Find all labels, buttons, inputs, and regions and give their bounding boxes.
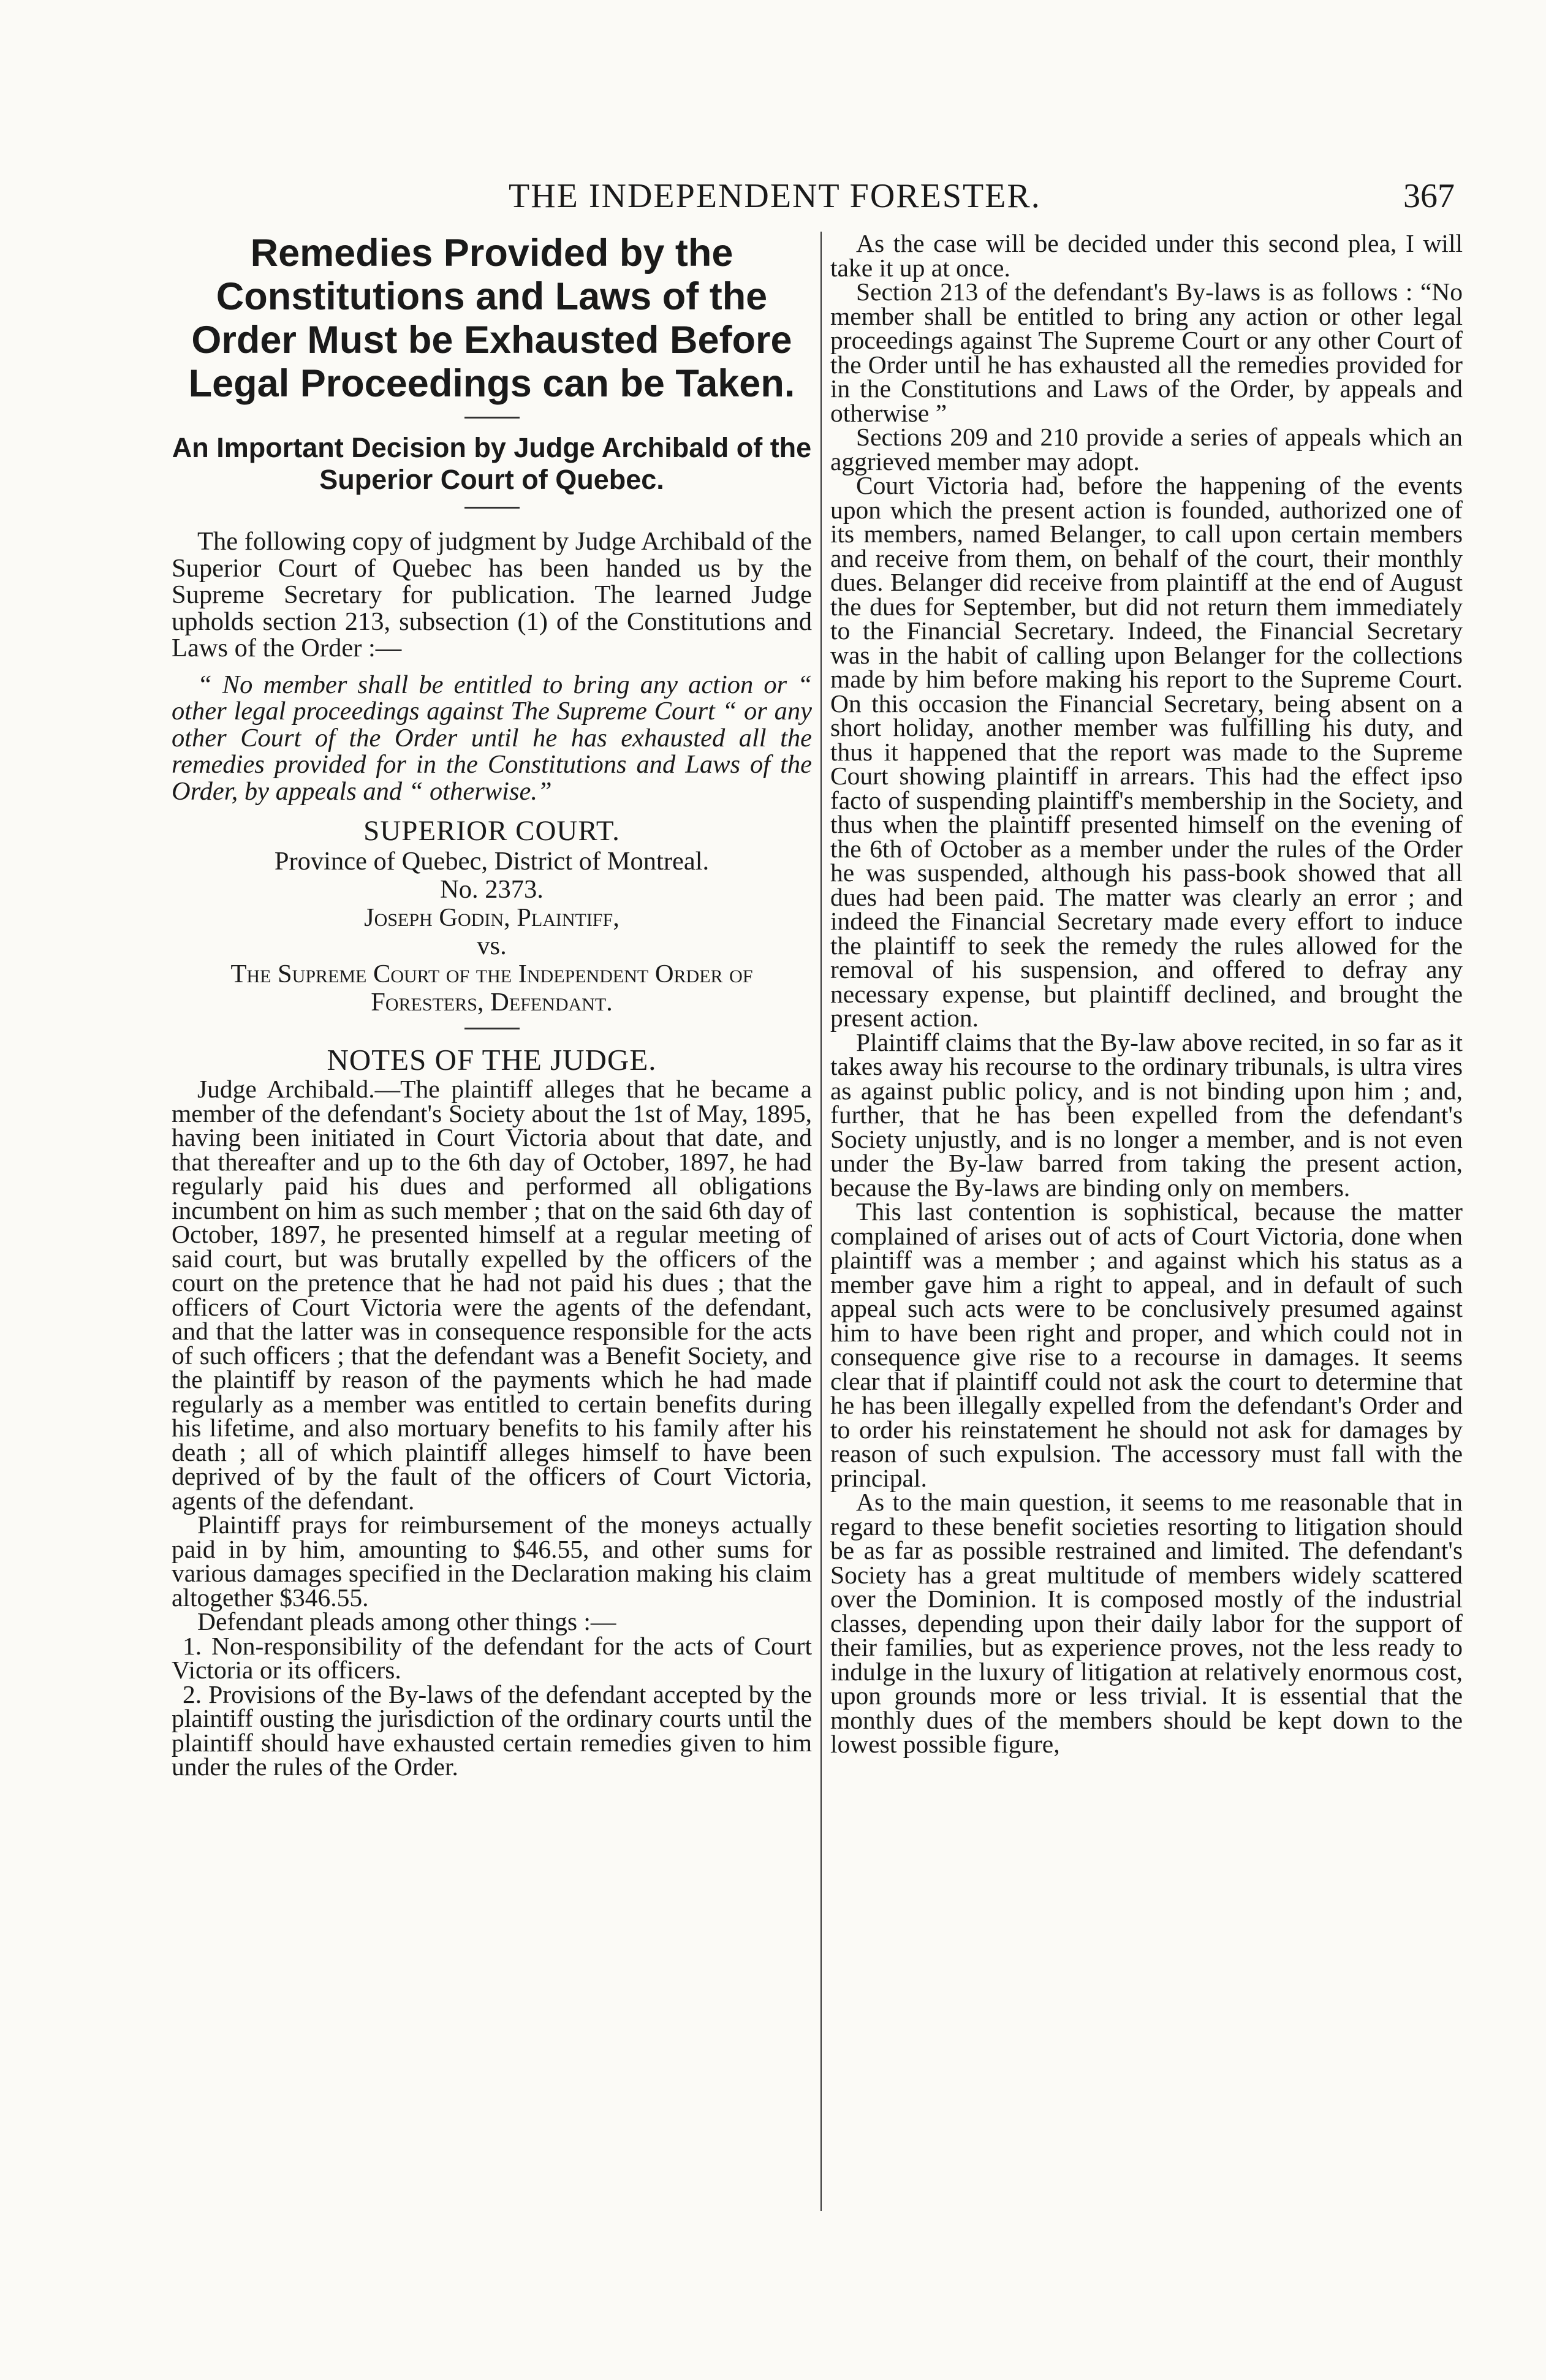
court-name: SUPERIOR COURT. (363, 815, 620, 847)
plea-item: 2. Provisions of the By-laws of the defendant accepted by the plaintiff ousting the jurisdiction of the ordinary courts until the plaintiff should have exhausted certain remedies given to him under the rules of the Order. (172, 1680, 812, 1781)
body-paragraph: Defendant pleads among other things :— (197, 1607, 616, 1635)
body-paragraph: Plaintiff prays for reimbursement of the moneys actually paid in by him, amounting to $46.55, and other sums for various damages specified in the Declaration making his claim altogether $346.55. (172, 1510, 812, 1612)
body-paragraph: Plaintiff claims that the By-law above recited, in so far as it takes away his recourse to the ordinary tribunals, is ultra vires as against public policy, and is not binding upon him ; and, further, that he has been expelled from the defendant's Society unjustly, and is no longer a member, and is not even under the By-law barred from taking the present action, because the By-laws are binding only on members. (830, 1028, 1463, 1202)
bylaw-quote: “ No member shall be entitled to bring any action or “ other legal proceedings against The Supreme Court “ or any other Court of the Order until he has exhausted all the remedies provided for in the Constitutions and Laws of the Order, by appeals and “ otherwise.” (172, 670, 812, 806)
body-paragraph: As to the main question, it seems to me reasonable that in regard to these benefit societies resorting to litigation should be as far as possible restrained and limited. The defendant's Society has a great multitude of members widely scattered over the Dominion. It is composed mostly of the industrial classes, depending upon their daily labor for the support of their families, but as experience proves, not the less ready to indulge in the luxury of litigation at relatively enormous cost, upon grounds more or less trivial. It is essential that the monthly dues of the members should be kept down to the lowest possible figure, (830, 1488, 1463, 1758)
body-paragraph: Judge Archibald.—The plaintiff alleges that he became a member of the defendant's Society about the 1st of May, 1895, having been initiated in Court Victoria about that date, and that thereafter and up to the 6th day of October, 1897, he had regularly paid his dues and performed all obligations incumbent on him as such member ; that on the said 6th day of October, 1897, he presented himself at a regular meeting of said court, but was brutally expelled by the officers of the court on the pretence that he had not paid his dues ; that the officers of Court Victoria were the agents of the defendant, and that the latter was in consequence responsible for the acts of such officers ; that the defendant was a Benefit Society, and the plaintiff by reason of the payments which he had made regularly as a member was entitled to certain benefits during his lifetime, and also mortuary benefits to his family after his death ; all of which plaintiff alleges himself to have been deprived of by the fault of the officers of Court Victoria, agents of the defendant. (172, 1075, 812, 1515)
divider (464, 1028, 520, 1029)
body-paragraph: Section 213 of the defendant's By-laws is as follows : “No member shall be entitled to bring any action or other legal proceedings against The Supreme Court or any other Court of the Order until he has exhausted all the remedies provided for in the Constitutions and Laws of the Order, by appeals and otherwise ” (830, 278, 1463, 427)
column-rule (820, 232, 822, 2211)
court-province: Province of Quebec, District of Montreal. (274, 847, 710, 876)
divider (464, 417, 520, 419)
divider (464, 507, 520, 509)
notes-title: NOTES OF THE JUDGE. (327, 1043, 657, 1077)
versus-line: vs. (477, 931, 507, 960)
article-headline: Remedies Provided by the Constitutions and Laws of the Order Must be Exhausted Before Legal Proceedings can be Taken. (188, 232, 795, 405)
page-number: 367 (1403, 177, 1455, 215)
body-paragraph: Court Victoria had, before the happening of the events upon which the present action is founded, authorized one of its members, named Belanger, to call upon certain members and receive from them, on behalf of the court, their monthly dues. Belanger did receive from plaintiff at the end of August the dues for September, but did not return them immediately to the Financial Secretary. Indeed, the Financial Secretary was in the habit of calling upon Belanger for the collections made by him before making his report to the Supreme Court. On this occasion the Financial Secretary, being absent on a short holiday, another member was fulfilling his duty, and thus it happened that the report was made to the Supreme Court showing plaintiff in arrears. This had the effect ipso facto of suspending plaintiff's membership in the Society, and thus when the plaintiff presented himself on the evening of the 6th of October as a member under the rules of the Order he was suspended, although his pass-book showed that all dues had been paid. The matter was clearly an error ; and indeed the Financial Secretary made every effort to induce the plaintiff to seek the remedy the rules allowed for the removal of his suspension, and offered to defray any necessary expense, but plaintiff declined, and brought the present action. (830, 471, 1463, 1032)
body-paragraph: Sections 209 and 210 provide a series of appeals which an aggrieved member may adopt. (830, 423, 1463, 476)
body-paragraph: As the case will be decided under this second plea, I will take it up at once. (830, 229, 1463, 282)
body-paragraph: This last contention is sophistical, because the matter complained of arises out of acts of Court Victoria, done when plaintiff was a member ; and against which his status as a member gave him a right to appeal, and in default of such appeal such acts were to be conclusively presumed against him to have been right and proper, and which could not in consequence give rise to a recourse in damages. It seems clear that if plaintiff could not ask the court to determine that he has been illegally expelled from the defendant's Order and to order his reinstatement he should not ask for damages by reason of such expulsion. The accessory must fall with the principal. (830, 1197, 1463, 1492)
article-subheadline: An Important Decision by Judge Archibald of the Superior Court of Quebec. (172, 432, 812, 495)
intro-paragraph: The following copy of judgment by Judge Archibald of the Superior Court of Quebec has been handed us by the Supreme Secretary for publication. The learned Judge upholds section 213, subsection (1) of the Constitutions and Laws of the Order :— (172, 527, 812, 662)
running-title: THE INDEPENDENT FORESTER. (509, 177, 1041, 215)
right-column (830, 229, 1463, 1758)
defendant-line: The Supreme Court of the Independent Order of Foresters, Defendant. (230, 960, 753, 1017)
plea-item: 1. Non-responsibility of the defendant for the acts of Court Victoria or its officers. (172, 1631, 812, 1684)
case-number: No. 2373. (440, 875, 544, 904)
left-column (172, 232, 812, 1779)
plaintiff-line: Joseph Godin, Plaintiff, (364, 903, 620, 932)
